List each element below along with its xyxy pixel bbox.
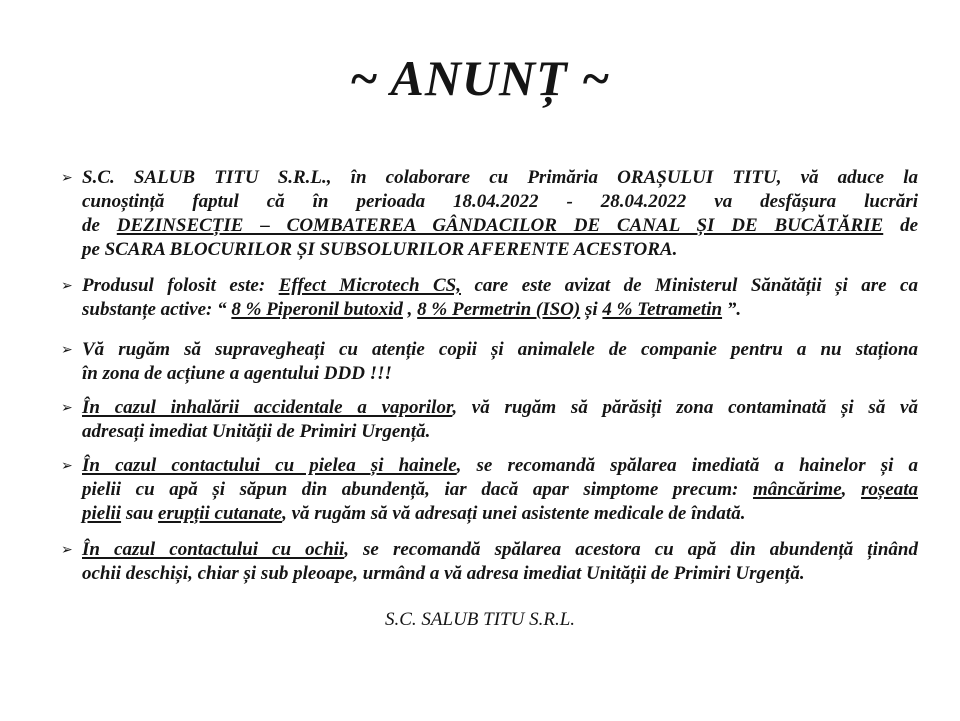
notice-item-supervision bbox=[82, 338, 918, 386]
notice-item-eye-contact bbox=[82, 538, 918, 586]
underlined-phrase: DEZINSECȚIE – COMBATEREA GÂNDACILOR DE CANAL ȘI DE BUCĂTĂRIE bbox=[116, 215, 884, 236]
notice-item-inhalation bbox=[82, 396, 918, 444]
notice-text: , vă rugăm să vă adresați unei asistente medicale de îndată. bbox=[282, 503, 746, 524]
notice-text: sau bbox=[121, 503, 159, 524]
notice-item-product bbox=[82, 274, 918, 322]
underlined-phrase: mâncărime bbox=[752, 479, 842, 500]
arrow-bullet-icon bbox=[61, 166, 77, 190]
notice-text: în zona de acțiune a agentului DDD !!! bbox=[82, 363, 392, 384]
notice-text: cunoștință faptul că în perioada 18.04.2022 - 28.04.2022 va desfășura lucrări bbox=[82, 191, 918, 212]
notice-line bbox=[82, 362, 918, 386]
arrow-bullet-icon bbox=[61, 538, 77, 562]
arrow-bullet-icon bbox=[61, 396, 77, 420]
underlined-phrase: 8 % Permetrin (ISO) bbox=[417, 299, 581, 320]
notice-text: , se recomandă spălarea imediată a hainelor și a bbox=[456, 455, 918, 476]
notice-text: substanțe active: “ bbox=[82, 299, 232, 320]
notice-text: , bbox=[402, 299, 418, 320]
notice-line bbox=[82, 298, 918, 322]
underlined-phrase: Effect Microtech CS, bbox=[278, 275, 461, 296]
notice-line bbox=[82, 166, 918, 190]
notice-text: care este avizat de Ministerul Sănătății și are ca bbox=[460, 275, 918, 296]
underlined-phrase: erupții cutanate bbox=[158, 503, 283, 524]
notice-line bbox=[82, 396, 918, 420]
underlined-phrase: 4 % Tetrametin bbox=[602, 299, 723, 320]
underlined-phrase: În cazul inhalării accidentale a vaporilor bbox=[82, 397, 453, 418]
notice-text: ochii deschiși, chiar și sub pleoape, urmând a vă adresa imediat Unității de Primiri Urgență. bbox=[82, 563, 805, 584]
notice-text: , bbox=[841, 479, 862, 500]
arrow-bullet-icon bbox=[61, 338, 77, 362]
notice-text: de bbox=[82, 215, 117, 236]
underlined-phrase: 8 % Piperonil butoxid bbox=[231, 299, 403, 320]
notice-text: pielii cu apă și săpun din abundență, iar dacă apar simptome precum: bbox=[82, 479, 753, 500]
notice-line bbox=[82, 238, 918, 262]
underlined-phrase: pielii bbox=[82, 503, 122, 524]
notice-text: Produsul folosit este: bbox=[82, 275, 279, 296]
notice-item-skin-contact bbox=[82, 454, 918, 526]
notice-line bbox=[82, 214, 918, 238]
underlined-phrase: În cazul contactului cu pielea și hainele bbox=[82, 455, 457, 476]
underlined-phrase: roșeata bbox=[861, 479, 919, 500]
notice-text: , vă rugăm să părăsiți zona contaminată și să vă bbox=[452, 397, 918, 418]
notice-line bbox=[82, 562, 918, 586]
notice-text: și bbox=[580, 299, 603, 320]
notice-line bbox=[82, 274, 918, 298]
notice-item-organizer bbox=[82, 166, 918, 262]
notice-text: S.C. SALUB TITU S.R.L., în colaborare cu Primăria ORAȘULUI TITU, vă aduce la bbox=[82, 167, 918, 188]
notice-line bbox=[82, 502, 918, 526]
notice-text: de bbox=[883, 215, 919, 236]
notice-text: ”. bbox=[722, 299, 742, 320]
notice-text: Vă rugăm să supravegheați cu atenție copii și animalele de companie pentru a nu staționa bbox=[82, 339, 918, 360]
notice-text: pe SCARA BLOCURILOR ȘI SUBSOLURILOR AFERENTE ACESTORA. bbox=[82, 239, 678, 260]
notice-text: adresați imediat Unității de Primiri Urgență. bbox=[82, 421, 431, 442]
notice-line bbox=[82, 420, 918, 444]
announcement-title: ~ ANUNȚ ~ bbox=[349, 50, 611, 106]
underlined-phrase: În cazul contactului cu ochii bbox=[82, 539, 345, 560]
notice-line bbox=[82, 190, 918, 214]
signature: S.C. SALUB TITU S.R.L. bbox=[384, 609, 576, 630]
notice-line bbox=[82, 338, 918, 362]
notice-line bbox=[82, 478, 918, 502]
notice-line bbox=[82, 538, 918, 562]
notice-line bbox=[82, 454, 918, 478]
arrow-bullet-icon bbox=[61, 274, 77, 298]
notice-text: , se recomandă spălarea acestora cu apă din abundență ținând bbox=[344, 539, 918, 560]
arrow-bullet-icon bbox=[61, 454, 77, 478]
